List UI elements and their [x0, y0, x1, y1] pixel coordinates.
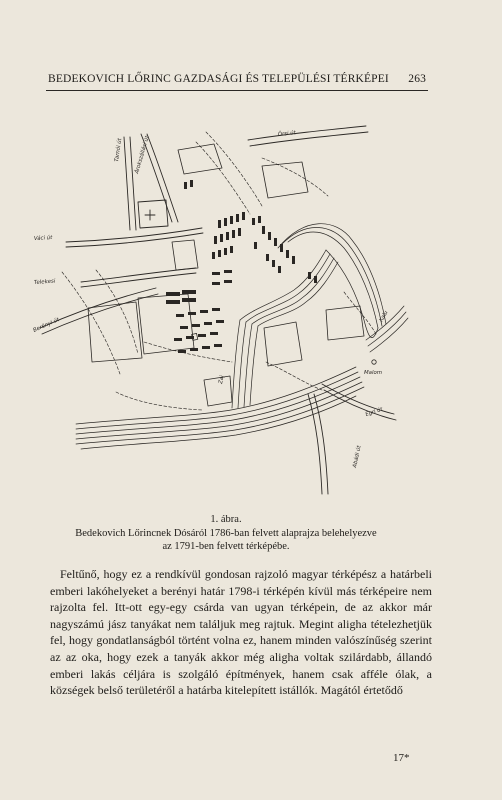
map-label-arokszallasi: Árokszállási út [134, 135, 151, 175]
map-label-egri: Egri út [364, 406, 384, 418]
running-title: BEDEKOVICH LŐRINC GAZDASÁGI ÉS TELEPÜLÉSI TÉRKÉPEI [48, 73, 389, 85]
map-label-orsi: Örsi út [277, 130, 297, 138]
map-label-vaci: Váci út [33, 235, 53, 242]
village-map [26, 122, 424, 512]
map-label-telekesi: Telekesi [33, 278, 56, 286]
running-head [48, 73, 426, 85]
page-number: 263 [408, 73, 426, 85]
map-label-tarnoi: Tarnói út [114, 137, 124, 163]
figure-caption-line-1: Bedekovich Lőrincnek Dósáról 1786-ban felvett alaprajza belehelyezve [75, 528, 377, 539]
map-label-berenyi: Berényi út [32, 316, 61, 334]
signature-mark: 17* [393, 752, 410, 764]
map-label-malom: Malom [364, 370, 383, 376]
map-label-kalu: Kalu [378, 309, 390, 323]
body-paragraph: Feltűnő, hogy ez a rendkívül gondosan rajzoló magyar térképész a határbeli emberi lakóhelyeket a berényi határ 1798-i térképén kívül más térképeire nem rajzolta fel. Itt-ott egy-egy csárda van ugyan térképein, de az akkor már nagyszámú jász tanyákat nem találjuk meg rajtuk. Megint aligha tételezhetjük fel, hogy gondatlanságból történt volna ez, hanem minden valószínűség szerint az az oka, hogy ezek a tanyák akkor még aligha voltak szilárdabb, állandó emberi lakás céljára is szolgáló építmények, hanem csak afféle ólak, a községek belső területéről a határba kitelepített istállók. Magától értetődő [50, 567, 432, 698]
header-rule [46, 90, 428, 91]
figure-number: 1. ábra. [210, 514, 242, 525]
village-map-figure [26, 122, 424, 512]
figure-caption-line-2: az 1791-ben felvett térképébe. [162, 541, 290, 552]
map-label-abadi: Abádi út [352, 445, 363, 469]
map-label-zaj: Zaj [218, 374, 226, 385]
